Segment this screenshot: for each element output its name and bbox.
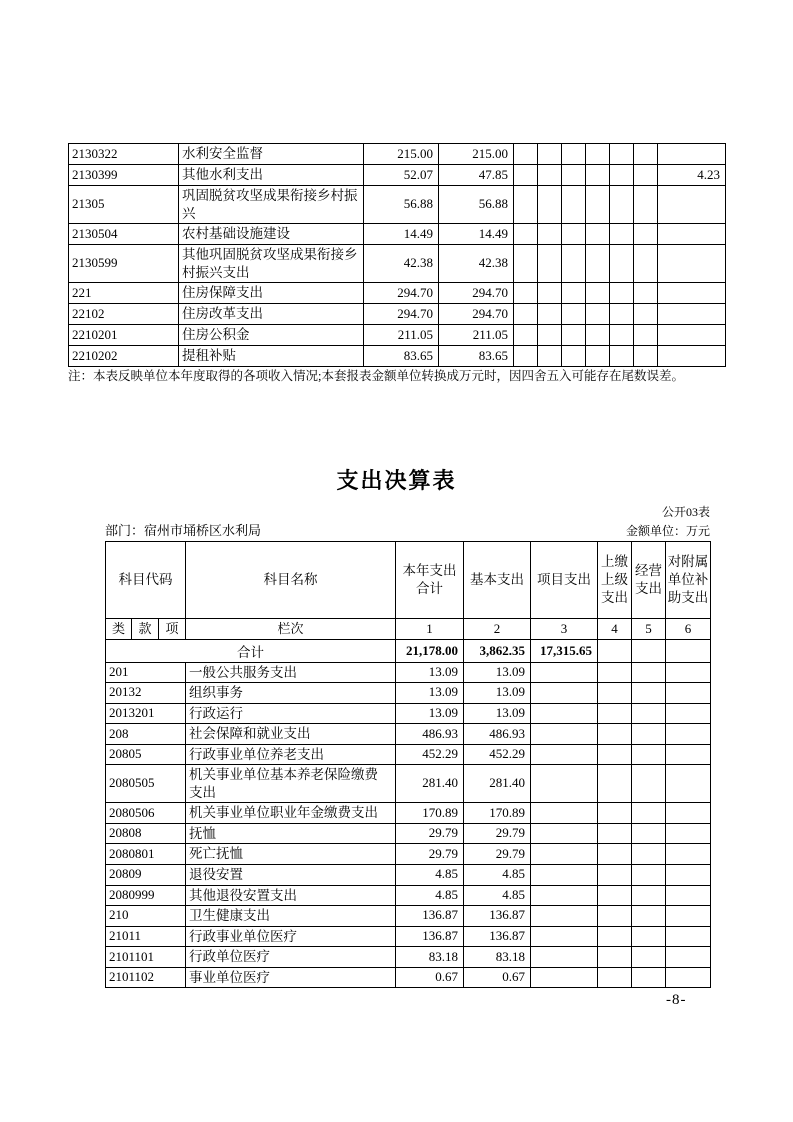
subsidy-expenditure-cell — [666, 967, 711, 988]
subject-code-cell: 20809 — [106, 865, 186, 886]
income-table-body — [69, 144, 726, 367]
header-project-expenditure: 项目支出 — [531, 542, 598, 619]
page-title: 支出决算表 — [336, 468, 457, 493]
total-expenditure-cell: 136.87 — [396, 906, 464, 927]
total-expenditure-cell: 83.18 — [396, 947, 464, 968]
empty-cell — [634, 346, 658, 367]
other-income-cell — [658, 224, 726, 245]
total-income-cell: 52.07 — [364, 165, 439, 186]
basic-expenditure-cell: 136.87 — [464, 926, 531, 947]
table-row — [69, 224, 726, 245]
total-income-cell: 14.49 — [364, 224, 439, 245]
empty-cell — [634, 165, 658, 186]
empty-cell — [538, 144, 562, 165]
table-row — [106, 947, 711, 968]
total-income-cell: 294.70 — [364, 304, 439, 325]
upper-level-expenditure-cell — [598, 926, 632, 947]
subsidy-expenditure-cell — [666, 844, 711, 865]
table-header-row — [106, 542, 711, 619]
basic-expenditure-cell: 29.79 — [464, 844, 531, 865]
fiscal-income-cell: 211.05 — [439, 325, 514, 346]
basic-expenditure-cell: 13.09 — [464, 703, 531, 724]
subject-name-cell: 事业单位医疗 — [186, 967, 396, 988]
empty-cell — [562, 165, 586, 186]
basic-expenditure-cell: 0.67 — [464, 967, 531, 988]
subject-code-cell: 2210201 — [69, 325, 179, 346]
subject-code-cell: 2080999 — [106, 885, 186, 906]
total-expenditure-cell: 13.09 — [396, 683, 464, 704]
total-value-6 — [666, 639, 711, 662]
subject-code-cell: 20805 — [106, 744, 186, 765]
empty-cell — [514, 165, 538, 186]
project-expenditure-cell — [531, 823, 598, 844]
basic-expenditure-cell: 486.93 — [464, 724, 531, 745]
column-number-5: 5 — [632, 619, 666, 640]
total-value-3: 17,315.65 — [531, 639, 598, 662]
subsidy-expenditure-cell — [666, 823, 711, 844]
table-row — [106, 662, 711, 683]
header-total-expenditure: 本年支出合计 — [396, 542, 464, 619]
empty-cell — [586, 325, 610, 346]
empty-cell — [610, 186, 634, 224]
subject-name-cell: 其他巩固脱贫攻坚成果衔接乡村振兴支出 — [179, 245, 364, 283]
empty-cell — [538, 245, 562, 283]
operating-expenditure-cell — [632, 703, 666, 724]
total-value-1: 21,178.00 — [396, 639, 464, 662]
subject-code-cell: 2013201 — [106, 703, 186, 724]
total-expenditure-cell: 13.09 — [396, 703, 464, 724]
subject-code-cell: 201 — [106, 662, 186, 683]
subsidy-expenditure-cell — [666, 724, 711, 745]
total-income-cell: 215.00 — [364, 144, 439, 165]
basic-expenditure-cell: 170.89 — [464, 803, 531, 824]
subject-code-cell: 22102 — [69, 304, 179, 325]
project-expenditure-cell — [531, 885, 598, 906]
empty-cell — [634, 224, 658, 245]
empty-cell — [610, 144, 634, 165]
operating-expenditure-cell — [632, 724, 666, 745]
table-row — [106, 765, 711, 803]
total-expenditure-cell: 13.09 — [396, 662, 464, 683]
subject-name-cell: 机关事业单位职业年金缴费支出 — [186, 803, 396, 824]
header-subject-code: 科目代码 — [106, 542, 186, 619]
fiscal-income-cell: 83.65 — [439, 346, 514, 367]
empty-cell — [634, 283, 658, 304]
empty-cell — [538, 186, 562, 224]
upper-level-expenditure-cell — [598, 906, 632, 927]
upper-level-expenditure-cell — [598, 703, 632, 724]
subsidy-expenditure-cell — [666, 744, 711, 765]
upper-level-expenditure-cell — [598, 803, 632, 824]
header-operating-expenditure: 经营支出 — [632, 542, 666, 619]
subsidy-expenditure-cell — [666, 662, 711, 683]
header-upper-level-expenditure: 上缴上级支出 — [598, 542, 632, 619]
project-expenditure-cell — [531, 906, 598, 927]
subject-code-cell: 2130399 — [69, 165, 179, 186]
basic-expenditure-cell: 4.85 — [464, 885, 531, 906]
table-note: 注：本表反映单位本年度取得的各项收入情况;本套报表金额单位转换成万元时，因四舍五入可能存在尾数误差。 — [68, 369, 684, 383]
page-number: -8- — [666, 992, 687, 1008]
empty-cell — [538, 325, 562, 346]
column-number-6: 6 — [666, 619, 711, 640]
total-expenditure-cell: 29.79 — [396, 823, 464, 844]
empty-cell — [610, 304, 634, 325]
empty-cell — [514, 304, 538, 325]
subject-code-cell: 221 — [69, 283, 179, 304]
subject-name-cell: 行政事业单位医疗 — [186, 926, 396, 947]
subject-name-cell: 死亡抚恤 — [186, 844, 396, 865]
table-row — [69, 304, 726, 325]
total-expenditure-cell: 4.85 — [396, 865, 464, 886]
subject-name-cell: 巩固脱贫攻坚成果衔接乡村振兴 — [179, 186, 364, 224]
empty-cell — [634, 186, 658, 224]
basic-expenditure-cell: 4.85 — [464, 865, 531, 886]
upper-level-expenditure-cell — [598, 744, 632, 765]
empty-cell — [562, 186, 586, 224]
empty-cell — [586, 186, 610, 224]
basic-expenditure-cell: 452.29 — [464, 744, 531, 765]
table-row — [106, 823, 711, 844]
operating-expenditure-cell — [632, 844, 666, 865]
project-expenditure-cell — [531, 765, 598, 803]
empty-cell — [514, 186, 538, 224]
subsidy-expenditure-cell — [666, 885, 711, 906]
operating-expenditure-cell — [632, 967, 666, 988]
operating-expenditure-cell — [632, 683, 666, 704]
project-expenditure-cell — [531, 865, 598, 886]
subject-name-cell: 农村基础设施建设 — [179, 224, 364, 245]
empty-cell — [634, 245, 658, 283]
empty-cell — [538, 165, 562, 186]
subject-code-cell: 2080801 — [106, 844, 186, 865]
subject-code-cell: 20808 — [106, 823, 186, 844]
upper-level-expenditure-cell — [598, 885, 632, 906]
subject-code-cell: 2130504 — [69, 224, 179, 245]
subject-code-cell: 208 — [106, 724, 186, 745]
table-row — [106, 906, 711, 927]
fiscal-income-cell: 294.70 — [439, 283, 514, 304]
basic-expenditure-cell: 83.18 — [464, 947, 531, 968]
empty-cell — [586, 245, 610, 283]
subject-name-cell: 一般公共服务支出 — [186, 662, 396, 683]
subject-name-cell: 组织事务 — [186, 683, 396, 704]
subsidy-expenditure-cell — [666, 926, 711, 947]
header-subsidy-expenditure: 对附属单位补助支出 — [666, 542, 711, 619]
project-expenditure-cell — [531, 967, 598, 988]
operating-expenditure-cell — [632, 885, 666, 906]
empty-cell — [586, 304, 610, 325]
subject-name-cell: 卫生健康支出 — [186, 906, 396, 927]
other-income-cell: 4.23 — [658, 165, 726, 186]
table-row — [69, 325, 726, 346]
other-income-cell — [658, 144, 726, 165]
income-table-continued — [68, 143, 726, 367]
fiscal-income-cell: 47.85 — [439, 165, 514, 186]
empty-cell — [562, 346, 586, 367]
subject-code-cell: 210 — [106, 906, 186, 927]
basic-expenditure-cell: 29.79 — [464, 823, 531, 844]
empty-cell — [514, 224, 538, 245]
empty-cell — [634, 144, 658, 165]
fiscal-income-cell: 56.88 — [439, 186, 514, 224]
header-section: 款 — [132, 619, 159, 640]
subject-name-cell: 抚恤 — [186, 823, 396, 844]
header-basic-expenditure: 基本支出 — [464, 542, 531, 619]
empty-cell — [610, 224, 634, 245]
subsidy-expenditure-cell — [666, 865, 711, 886]
empty-cell — [634, 325, 658, 346]
operating-expenditure-cell — [632, 765, 666, 803]
total-expenditure-cell: 486.93 — [396, 724, 464, 745]
other-income-cell — [658, 325, 726, 346]
operating-expenditure-cell — [632, 803, 666, 824]
table-row — [69, 186, 726, 224]
subject-name-cell: 住房公积金 — [179, 325, 364, 346]
column-number-2: 2 — [464, 619, 531, 640]
table-row — [106, 744, 711, 765]
empty-cell — [562, 144, 586, 165]
project-expenditure-cell — [531, 947, 598, 968]
table-row — [69, 283, 726, 304]
upper-level-expenditure-cell — [598, 967, 632, 988]
subject-code-cell: 2101101 — [106, 947, 186, 968]
subject-code-cell: 21011 — [106, 926, 186, 947]
fiscal-income-cell: 42.38 — [439, 245, 514, 283]
subject-name-cell: 其他退役安置支出 — [186, 885, 396, 906]
operating-expenditure-cell — [632, 662, 666, 683]
table-code-label: 公开03表 — [661, 505, 710, 519]
subject-code-cell: 2130599 — [69, 245, 179, 283]
project-expenditure-cell — [531, 683, 598, 704]
subject-name-cell: 社会保障和就业支出 — [186, 724, 396, 745]
subsidy-expenditure-cell — [666, 703, 711, 724]
total-value-2: 3,862.35 — [464, 639, 531, 662]
empty-cell — [586, 224, 610, 245]
total-expenditure-cell: 170.89 — [396, 803, 464, 824]
operating-expenditure-cell — [632, 947, 666, 968]
subject-name-cell: 行政运行 — [186, 703, 396, 724]
empty-cell — [586, 283, 610, 304]
empty-cell — [538, 304, 562, 325]
empty-cell — [562, 224, 586, 245]
project-expenditure-cell — [531, 844, 598, 865]
total-income-cell: 56.88 — [364, 186, 439, 224]
total-expenditure-cell: 281.40 — [396, 765, 464, 803]
total-value-4 — [598, 639, 632, 662]
subsidy-expenditure-cell — [666, 683, 711, 704]
empty-cell — [538, 346, 562, 367]
total-expenditure-cell: 4.85 — [396, 885, 464, 906]
table-row — [69, 144, 726, 165]
table-row — [69, 245, 726, 283]
subsidy-expenditure-cell — [666, 906, 711, 927]
empty-cell — [610, 325, 634, 346]
upper-level-expenditure-cell — [598, 823, 632, 844]
other-income-cell — [658, 304, 726, 325]
project-expenditure-cell — [531, 926, 598, 947]
operating-expenditure-cell — [632, 823, 666, 844]
fiscal-income-cell: 14.49 — [439, 224, 514, 245]
other-income-cell — [658, 245, 726, 283]
operating-expenditure-cell — [632, 926, 666, 947]
total-expenditure-cell: 0.67 — [396, 967, 464, 988]
column-number-3: 3 — [531, 619, 598, 640]
table-total-row — [106, 639, 711, 662]
subsidy-expenditure-cell — [666, 803, 711, 824]
total-expenditure-cell: 29.79 — [396, 844, 464, 865]
operating-expenditure-cell — [632, 906, 666, 927]
expenditure-table-body — [106, 662, 711, 988]
subject-code-cell: 2080505 — [106, 765, 186, 803]
empty-cell — [538, 224, 562, 245]
empty-cell — [562, 245, 586, 283]
header-item: 项 — [159, 619, 186, 640]
table-row — [106, 803, 711, 824]
column-number-1: 1 — [396, 619, 464, 640]
subject-code-cell: 21305 — [69, 186, 179, 224]
operating-expenditure-cell — [632, 865, 666, 886]
other-income-cell — [658, 283, 726, 304]
table-row — [106, 844, 711, 865]
total-income-cell: 294.70 — [364, 283, 439, 304]
total-expenditure-cell: 136.87 — [396, 926, 464, 947]
other-income-cell — [658, 346, 726, 367]
empty-cell — [514, 346, 538, 367]
empty-cell — [538, 283, 562, 304]
empty-cell — [514, 245, 538, 283]
subject-name-cell: 水利安全监督 — [179, 144, 364, 165]
header-class: 类 — [106, 619, 132, 640]
subject-code-cell: 2080506 — [106, 803, 186, 824]
upper-level-expenditure-cell — [598, 947, 632, 968]
upper-level-expenditure-cell — [598, 844, 632, 865]
empty-cell — [514, 325, 538, 346]
table-row — [106, 683, 711, 704]
empty-cell — [634, 304, 658, 325]
subject-name-cell: 行政事业单位养老支出 — [186, 744, 396, 765]
basic-expenditure-cell: 136.87 — [464, 906, 531, 927]
table-meta-row — [105, 520, 710, 539]
fiscal-income-cell: 294.70 — [439, 304, 514, 325]
total-income-cell: 83.65 — [364, 346, 439, 367]
subject-code-cell: 20132 — [106, 683, 186, 704]
fiscal-income-cell: 215.00 — [439, 144, 514, 165]
upper-level-expenditure-cell — [598, 865, 632, 886]
empty-cell — [514, 144, 538, 165]
basic-expenditure-cell: 13.09 — [464, 662, 531, 683]
project-expenditure-cell — [531, 662, 598, 683]
table-row — [106, 865, 711, 886]
project-expenditure-cell — [531, 744, 598, 765]
empty-cell — [562, 325, 586, 346]
header-subject-name: 科目名称 — [186, 542, 396, 619]
table-row — [69, 165, 726, 186]
total-expenditure-cell: 452.29 — [396, 744, 464, 765]
department-label: 部门：宿州市埇桥区水利局 — [105, 523, 262, 538]
total-income-cell: 211.05 — [364, 325, 439, 346]
empty-cell — [514, 283, 538, 304]
subject-code-cell: 2130322 — [69, 144, 179, 165]
subsidy-expenditure-cell — [666, 765, 711, 803]
project-expenditure-cell — [531, 724, 598, 745]
operating-expenditure-cell — [632, 744, 666, 765]
subject-code-cell: 2101102 — [106, 967, 186, 988]
subsidy-expenditure-cell — [666, 947, 711, 968]
empty-cell — [610, 165, 634, 186]
empty-cell — [586, 144, 610, 165]
project-expenditure-cell — [531, 803, 598, 824]
basic-expenditure-cell: 281.40 — [464, 765, 531, 803]
upper-level-expenditure-cell — [598, 662, 632, 683]
expenditure-table — [105, 541, 711, 988]
empty-cell — [610, 346, 634, 367]
other-income-cell — [658, 186, 726, 224]
subject-name-cell: 提租补贴 — [179, 346, 364, 367]
project-expenditure-cell — [531, 703, 598, 724]
subject-name-cell: 退役安置 — [186, 865, 396, 886]
empty-cell — [586, 346, 610, 367]
upper-level-expenditure-cell — [598, 683, 632, 704]
empty-cell — [586, 165, 610, 186]
upper-level-expenditure-cell — [598, 724, 632, 745]
basic-expenditure-cell: 13.09 — [464, 683, 531, 704]
subject-name-cell: 其他水利支出 — [179, 165, 364, 186]
amount-unit-label: 金额单位：万元 — [625, 524, 710, 538]
total-label: 合计 — [106, 639, 396, 662]
table-row — [106, 885, 711, 906]
table-row — [106, 724, 711, 745]
empty-cell — [562, 304, 586, 325]
subject-code-cell: 2210202 — [69, 346, 179, 367]
total-value-5 — [632, 639, 666, 662]
empty-cell — [562, 283, 586, 304]
total-income-cell: 42.38 — [364, 245, 439, 283]
empty-cell — [610, 283, 634, 304]
table-subheader-row — [106, 619, 711, 640]
table-row — [106, 967, 711, 988]
subject-name-cell: 住房改革支出 — [179, 304, 364, 325]
header-column-label: 栏次 — [186, 619, 396, 640]
subject-name-cell: 行政单位医疗 — [186, 947, 396, 968]
empty-cell — [610, 245, 634, 283]
subject-name-cell: 机关事业单位基本养老保险缴费支出 — [186, 765, 396, 803]
subject-name-cell: 住房保障支出 — [179, 283, 364, 304]
upper-level-expenditure-cell — [598, 765, 632, 803]
table-row — [69, 346, 726, 367]
column-number-4: 4 — [598, 619, 632, 640]
table-row — [106, 926, 711, 947]
table-row — [106, 703, 711, 724]
